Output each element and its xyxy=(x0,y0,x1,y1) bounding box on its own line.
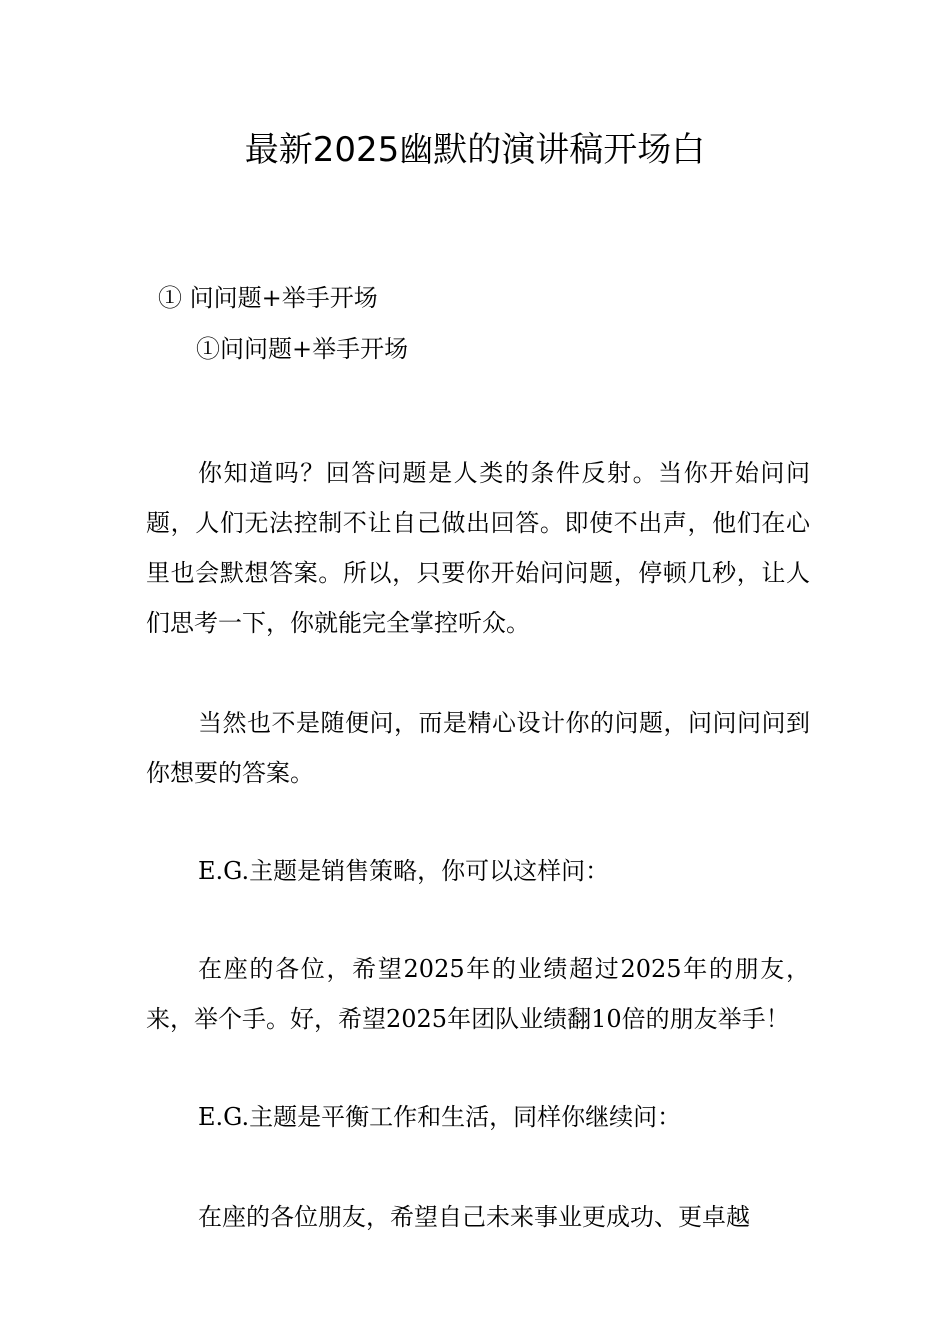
paragraph-1: 你知道吗？回答问题是人类的条件反射。当你开始问问题，人们无法控制不让自己做出回答。即使不出声，他们在心里也会默想答案。所以，只要你开始问问题，停顿几秒，让人们思考一下，你就能完全掌控听众。 xyxy=(146,459,810,637)
section-heading: ① 问问题+举手开场 xyxy=(158,284,378,312)
paragraph-4: 在座的各位，希望2025年的业绩超过2025年的朋友，来，举个手。好，希望2025年团队业绩翻10倍的朋友举手！ xyxy=(146,955,810,1033)
paragraph-3: E.G.主题是销售策略，你可以这样问： xyxy=(198,857,610,885)
paragraph-6: 在座的各位朋友，希望自己未来事业更成功、更卓越 xyxy=(198,1203,750,1231)
paragraph-2: 当然也不是随便问，而是精心设计你的问题，问问问问到你想要的答案。 xyxy=(146,709,810,787)
document-title: 最新2025幽默的演讲稿开场白 xyxy=(244,130,706,170)
paragraph-5: E.G.主题是平衡工作和生活，同样你继续问： xyxy=(198,1103,682,1131)
section-subheading: ①问问题+举手开场 xyxy=(196,335,409,363)
